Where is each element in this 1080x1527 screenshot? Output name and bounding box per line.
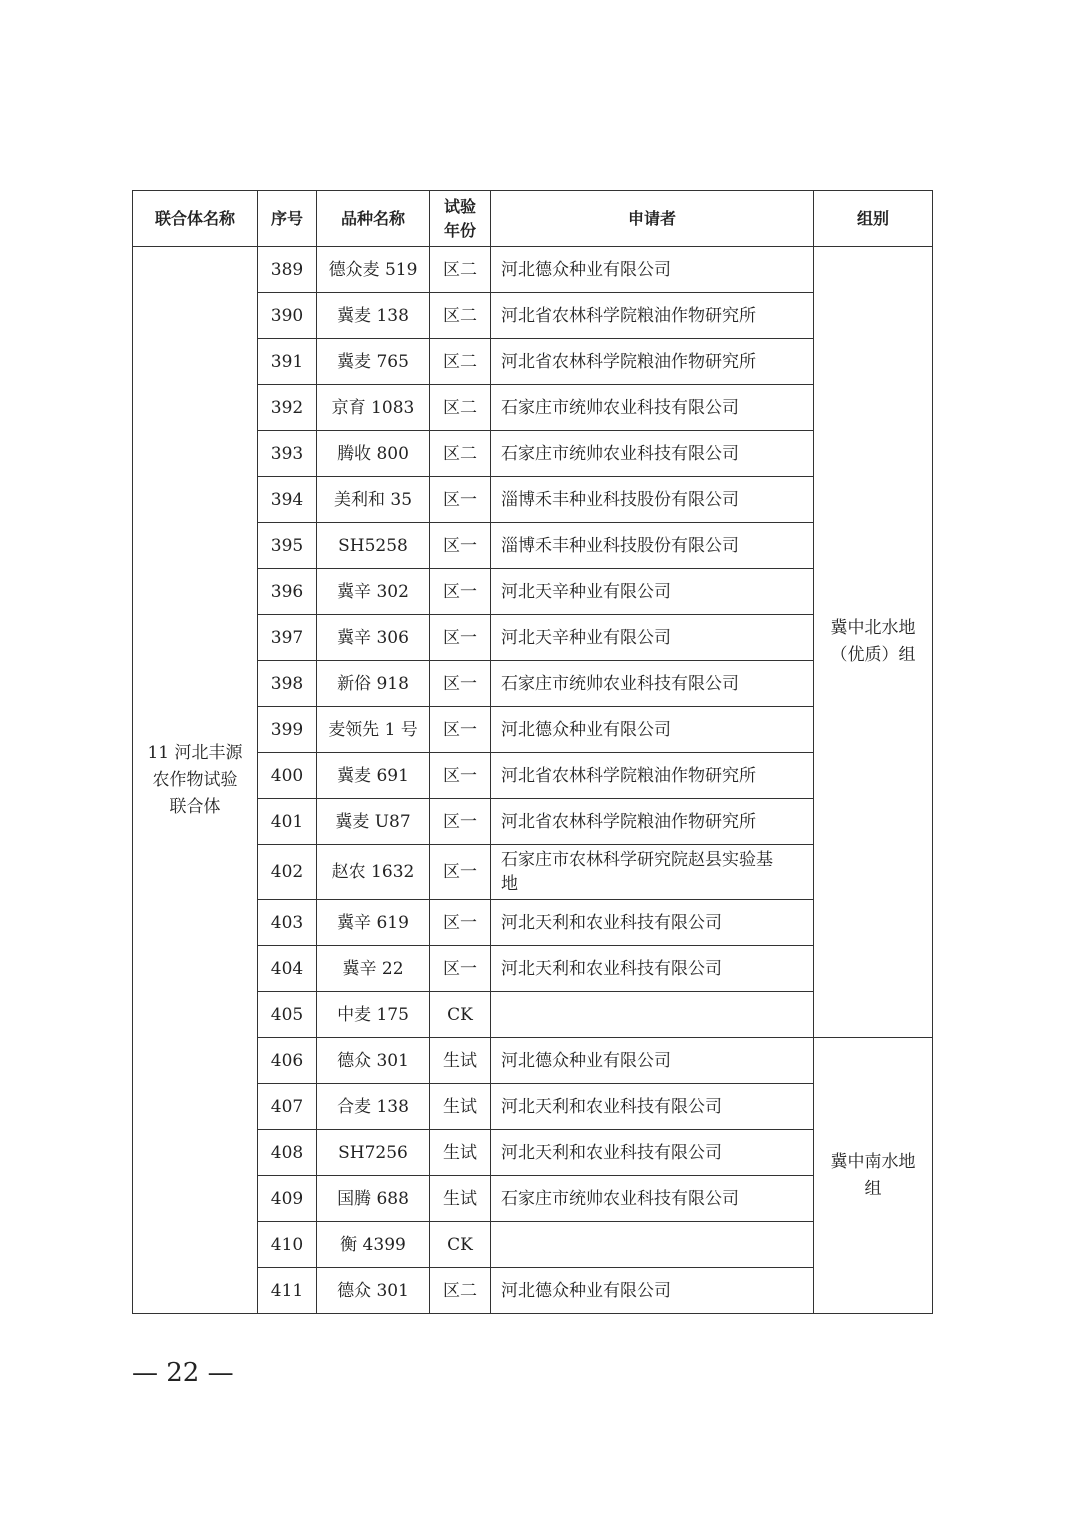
variety-name: 新俗 918 (317, 661, 430, 707)
applicant (491, 799, 814, 845)
applicant-text: 淄博禾丰种业科技股份有限公司 (501, 489, 739, 510)
header-consortium: 联合体名称 (133, 191, 258, 247)
trial-year: 区一 (430, 753, 491, 799)
applicant (491, 523, 814, 569)
applicant (491, 339, 814, 385)
applicant (491, 569, 814, 615)
row-number: 396 (258, 569, 317, 615)
applicant-text: 河北天利和农业科技有限公司 (501, 1096, 722, 1117)
row-number: 392 (258, 385, 317, 431)
variety-name: 冀麦 765 (317, 339, 430, 385)
variety-name: 麦领先 1 号 (317, 707, 430, 753)
applicant-text: 石家庄市农林科学研究院赵县实验基 (501, 850, 773, 870)
row-number: 405 (258, 992, 317, 1038)
variety-name: 衡 4399 (317, 1222, 430, 1268)
header-year-line1: 试验 (443, 196, 476, 216)
row-number: 406 (258, 1038, 317, 1084)
trial-year: 区二 (430, 1268, 491, 1314)
applicant-text: 石家庄市统帅农业科技有限公司 (501, 1188, 739, 1209)
applicant (491, 992, 814, 1038)
applicant (491, 753, 814, 799)
header-group: 组别 (814, 191, 933, 247)
row-number: 410 (258, 1222, 317, 1268)
applicant-text: 河北天辛种业有限公司 (501, 627, 671, 648)
applicant-text: 河北天辛种业有限公司 (501, 581, 671, 602)
row-number: 391 (258, 339, 317, 385)
trial-year: 生试 (430, 1130, 491, 1176)
applicant (491, 431, 814, 477)
applicant (491, 661, 814, 707)
variety-name: SH5258 (317, 523, 430, 569)
applicant (491, 1130, 814, 1176)
applicant (491, 293, 814, 339)
applicant-text: 河北省农林科学院粮油作物研究所 (501, 305, 756, 326)
trial-year: 生试 (430, 1084, 491, 1130)
applicant-text: 淄博禾丰种业科技股份有限公司 (501, 535, 739, 556)
applicant (491, 1084, 814, 1130)
applicant (491, 1222, 814, 1268)
variety-name: 中麦 175 (317, 992, 430, 1038)
group-name-line1: 冀中南水地 (830, 1151, 916, 1172)
trial-year: 区二 (430, 385, 491, 431)
applicant (491, 900, 814, 946)
applicant-text: 石家庄市统帅农业科技有限公司 (501, 673, 739, 694)
row-number: 407 (258, 1084, 317, 1130)
trial-year: 区一 (430, 569, 491, 615)
variety-name: 冀辛 302 (317, 569, 430, 615)
variety-name: 冀麦 U87 (317, 799, 430, 845)
row-number: 398 (258, 661, 317, 707)
applicant (491, 247, 814, 293)
trial-year: 区一 (430, 799, 491, 845)
applicant (491, 477, 814, 523)
trial-year: 区二 (430, 431, 491, 477)
trial-year: 区一 (430, 477, 491, 523)
variety-name: 合麦 138 (317, 1084, 430, 1130)
applicant-text: 河北德众种业有限公司 (501, 719, 671, 740)
applicant (491, 385, 814, 431)
trial-year: 生试 (430, 1038, 491, 1084)
variety-name: 德众麦 519 (317, 247, 430, 293)
header-variety: 品种名称 (317, 191, 430, 247)
group-name-line2: （优质）组 (830, 645, 916, 665)
applicant-text: 河北天利和农业科技有限公司 (501, 912, 722, 933)
variety-name: 德众 301 (317, 1268, 430, 1314)
variety-name: SH7256 (317, 1130, 430, 1176)
variety-name: 腾收 800 (317, 431, 430, 477)
row-number: 404 (258, 946, 317, 992)
trial-year: 区二 (430, 247, 491, 293)
variety-name: 德众 301 (317, 1038, 430, 1084)
row-number: 399 (258, 707, 317, 753)
header-year-line2: 年份 (443, 220, 476, 240)
variety-name: 冀辛 22 (317, 946, 430, 992)
trial-year: CK (430, 992, 491, 1038)
trial-year: CK (430, 1222, 491, 1268)
row-number: 403 (258, 900, 317, 946)
header-year (430, 191, 491, 247)
header-number: 序号 (258, 191, 317, 247)
applicant-text-cont: 地 (501, 874, 518, 894)
applicant (491, 1176, 814, 1222)
group-name-line2: 组 (864, 1178, 882, 1199)
trial-year: 区二 (430, 339, 491, 385)
consortium-name-cell (133, 247, 258, 1314)
applicant-text: 河北省农林科学院粮油作物研究所 (501, 351, 756, 372)
consortium-name-line3: 联合体 (169, 796, 221, 817)
applicant-text: 河北省农林科学院粮油作物研究所 (501, 765, 756, 786)
row-number: 408 (258, 1130, 317, 1176)
trial-year: 区一 (430, 845, 491, 900)
row-number: 409 (258, 1176, 317, 1222)
applicant (491, 615, 814, 661)
variety-name: 美利和 35 (317, 477, 430, 523)
applicant-text: 河北天利和农业科技有限公司 (501, 1142, 722, 1163)
group-cell (814, 247, 933, 1038)
page-number: — 22 — (132, 1358, 234, 1388)
table-header-row (133, 191, 933, 247)
group-name-line1: 冀中北水地 (830, 618, 916, 638)
row-number: 394 (258, 477, 317, 523)
table-body (133, 247, 933, 1314)
row-number: 402 (258, 845, 317, 900)
applicant-text: 河北德众种业有限公司 (501, 1280, 671, 1301)
row-number: 411 (258, 1268, 317, 1314)
trial-year: 区一 (430, 900, 491, 946)
row-number: 400 (258, 753, 317, 799)
applicant-text: 石家庄市统帅农业科技有限公司 (501, 397, 739, 418)
variety-name: 国腾 688 (317, 1176, 430, 1222)
trial-year: 区二 (430, 293, 491, 339)
applicant (491, 1268, 814, 1314)
group-cell (814, 1038, 933, 1314)
row-number: 390 (258, 293, 317, 339)
applicant (491, 845, 814, 900)
trial-year: 区一 (430, 615, 491, 661)
variety-name: 京育 1083 (317, 385, 430, 431)
applicant-text: 石家庄市统帅农业科技有限公司 (501, 443, 739, 464)
trial-year: 区一 (430, 661, 491, 707)
applicant-text: 河北德众种业有限公司 (501, 1050, 671, 1071)
consortium-name-line2: 农作物试验 (152, 769, 238, 790)
table-row (133, 247, 933, 293)
variety-name: 冀麦 138 (317, 293, 430, 339)
variety-name: 冀辛 306 (317, 615, 430, 661)
consortium-name-line1: 11 河北丰源 (147, 742, 243, 763)
variety-name: 赵农 1632 (317, 845, 430, 900)
applicant (491, 946, 814, 992)
trial-year: 区一 (430, 523, 491, 569)
trial-year: 区一 (430, 946, 491, 992)
trial-year: 区一 (430, 707, 491, 753)
variety-name: 冀辛 619 (317, 900, 430, 946)
applicant-text: 河北省农林科学院粮油作物研究所 (501, 811, 756, 832)
applicant (491, 707, 814, 753)
row-number: 401 (258, 799, 317, 845)
variety-name: 冀麦 691 (317, 753, 430, 799)
applicant-text: 河北天利和农业科技有限公司 (501, 958, 722, 979)
row-number: 395 (258, 523, 317, 569)
applicant-text: 河北德众种业有限公司 (501, 259, 671, 280)
header-applicant: 申请者 (491, 191, 814, 247)
row-number: 397 (258, 615, 317, 661)
variety-table (132, 190, 933, 1314)
trial-year: 生试 (430, 1176, 491, 1222)
applicant (491, 1038, 814, 1084)
row-number: 389 (258, 247, 317, 293)
row-number: 393 (258, 431, 317, 477)
